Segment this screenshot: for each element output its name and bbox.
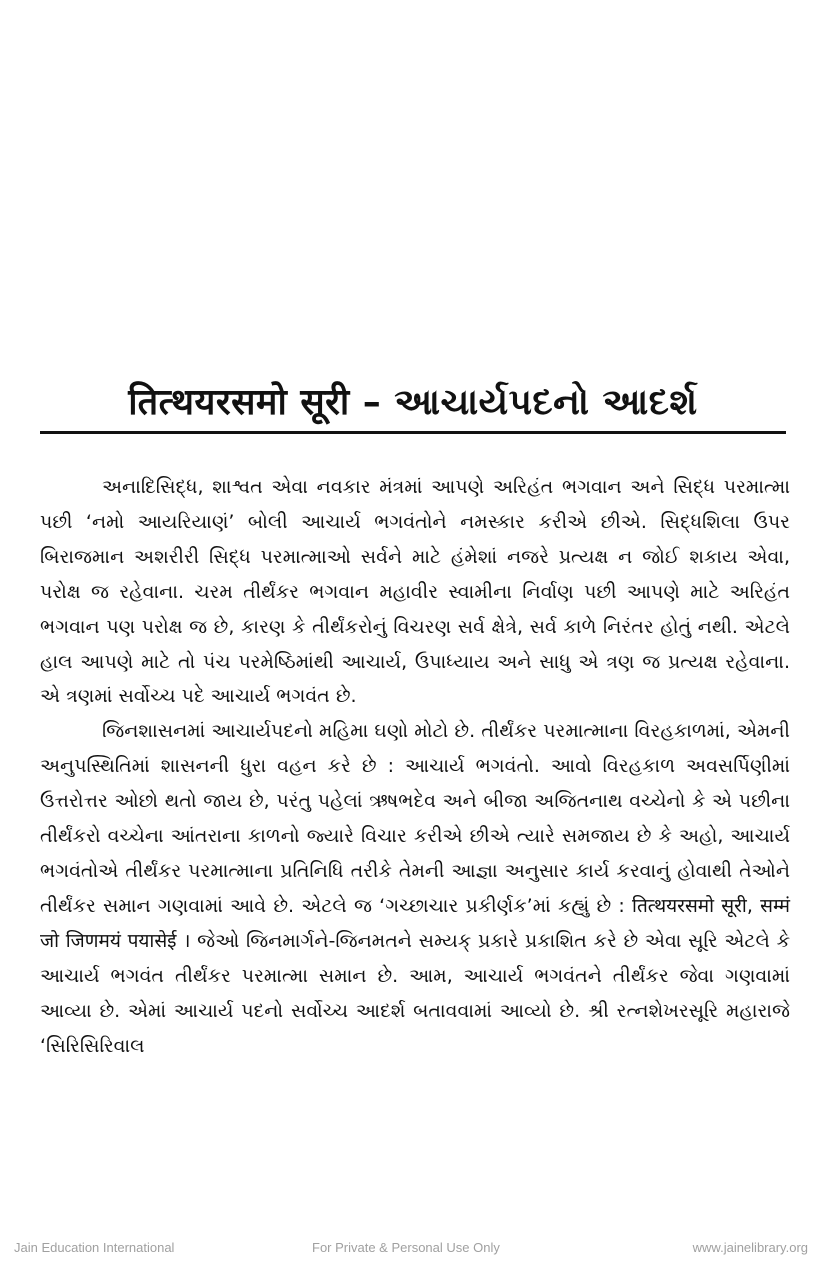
body-text [40, 470, 790, 1063]
footer-website: www.jainelibrary.org [692, 1240, 808, 1255]
chapter-title: तित्थयरसमो सूरी – આચાર્યપદનો આદર્શ [128, 382, 698, 423]
footer-usage-notice: For Private & Personal Use Only [312, 1240, 500, 1255]
footer-publisher: Jain Education International [14, 1240, 175, 1255]
title-underline [40, 431, 786, 434]
paragraph-1: અનાદિસિદ્ધ, શાશ્વત એવા નવકાર મંત્રમાં આપણે અરિહંત ભગવાન અને સિદ્ધ પરમાત્મા પછી ‘નમો આયરિયાણં’ બોલી આચાર્ય ભગવંતોને નમસ્કાર કરીએ છીએ. સિદ્ધશિલા ઉપર બિરાજમાન અશરીરી સિદ્ધ પરમાત્માઓ સર્વને માટે હંમેશાં નજરે પ્રત્યક્ષ ન જોઈ શકાય એવા, પરોક્ષ જ રહેવાના. ચરમ તીર્થંકર ભગવાન મહાવીર સ્વામીના નિર્વાણ પછી આપણે માટે અરિહંત ભગવાન પણ પરોક્ષ જ છે, કારણ કે તીર્થંકરોનું વિચરણ સર્વ ક્ષેત્રે, સર્વ કાળે નિરંતર હોતું નથી. એટલે હાલ આપણે માટે તો પંચ પરમેષ્ઠિમાંથી આચાર્ય, ઉપાધ્યાય અને સાધુ એ ત્રણ જ પ્રત્યક્ષ રહેવાના. એ ત્રણમાં સર્વોચ્ચ પદે આચાર્ય ભગવંત છે. [40, 476, 790, 708]
paragraph-2: જિનશાસનમાં આચાર્યપદનો મહિમા ઘણો મોટો છે. તીર્થંકર પરમાત્માના વિરહકાળમાં, એમની અનુપસ્થિતિમાં શાસનની ધુરા વહન કરે છે : આચાર્ય ભગવંતો. આવો વિરહકાળ અવસર્પિણીમાં ઉત્તરોત્તર ઓછો થતો જાય છે, પરંતુ પહેલાં ઋષભદેવ અને બીજા અજિતનાથ વચ્ચેનો કે એ પછીના તીર્થંકરો વચ્ચેના આંતરાના કાળનો જ્યારે વિચાર કરીએ છીએ ત્યારે સમજાય છે કે અહો, આચાર્ય ભગવંતોએ તીર્થંકર પરમાત્માના પ્રતિનિધિ તરીકે તેમની આજ્ઞા અનુસાર કાર્ય કરવાનું હોવાથી તેઓને તીર્થંકર સમાન ગણવામાં આવે છે. એટલે જ ‘ગચ્છાચાર પ્રકીર્ણક’માં કહ્યું છે : तित्थयरसमो सूरी, सम्मं जो जिणमयं पयासेई । જેઓ જિનમાર્ગને-જિનમતને સમ્યક્ પ્રકારે પ્રકાશિત કરે છે એવા સૂરિ એટલે કે આચાર્ય ભગવંત તીર્થંકર પરમાત્મા સમાન છે. આમ, આચાર્ય ભગવંતને તીર્થંકર જેવા ગણવામાં આવ્યા છે. એમાં આચાર્ય પદનો સર્વોચ્ચ આદર્શ બતાવવામાં આવ્યો છે. શ્રી રત્નશેખરસૂરિ મહારાજે ‘સિરિસિરિવાલ [40, 720, 790, 1057]
page-footer [0, 1240, 828, 1260]
